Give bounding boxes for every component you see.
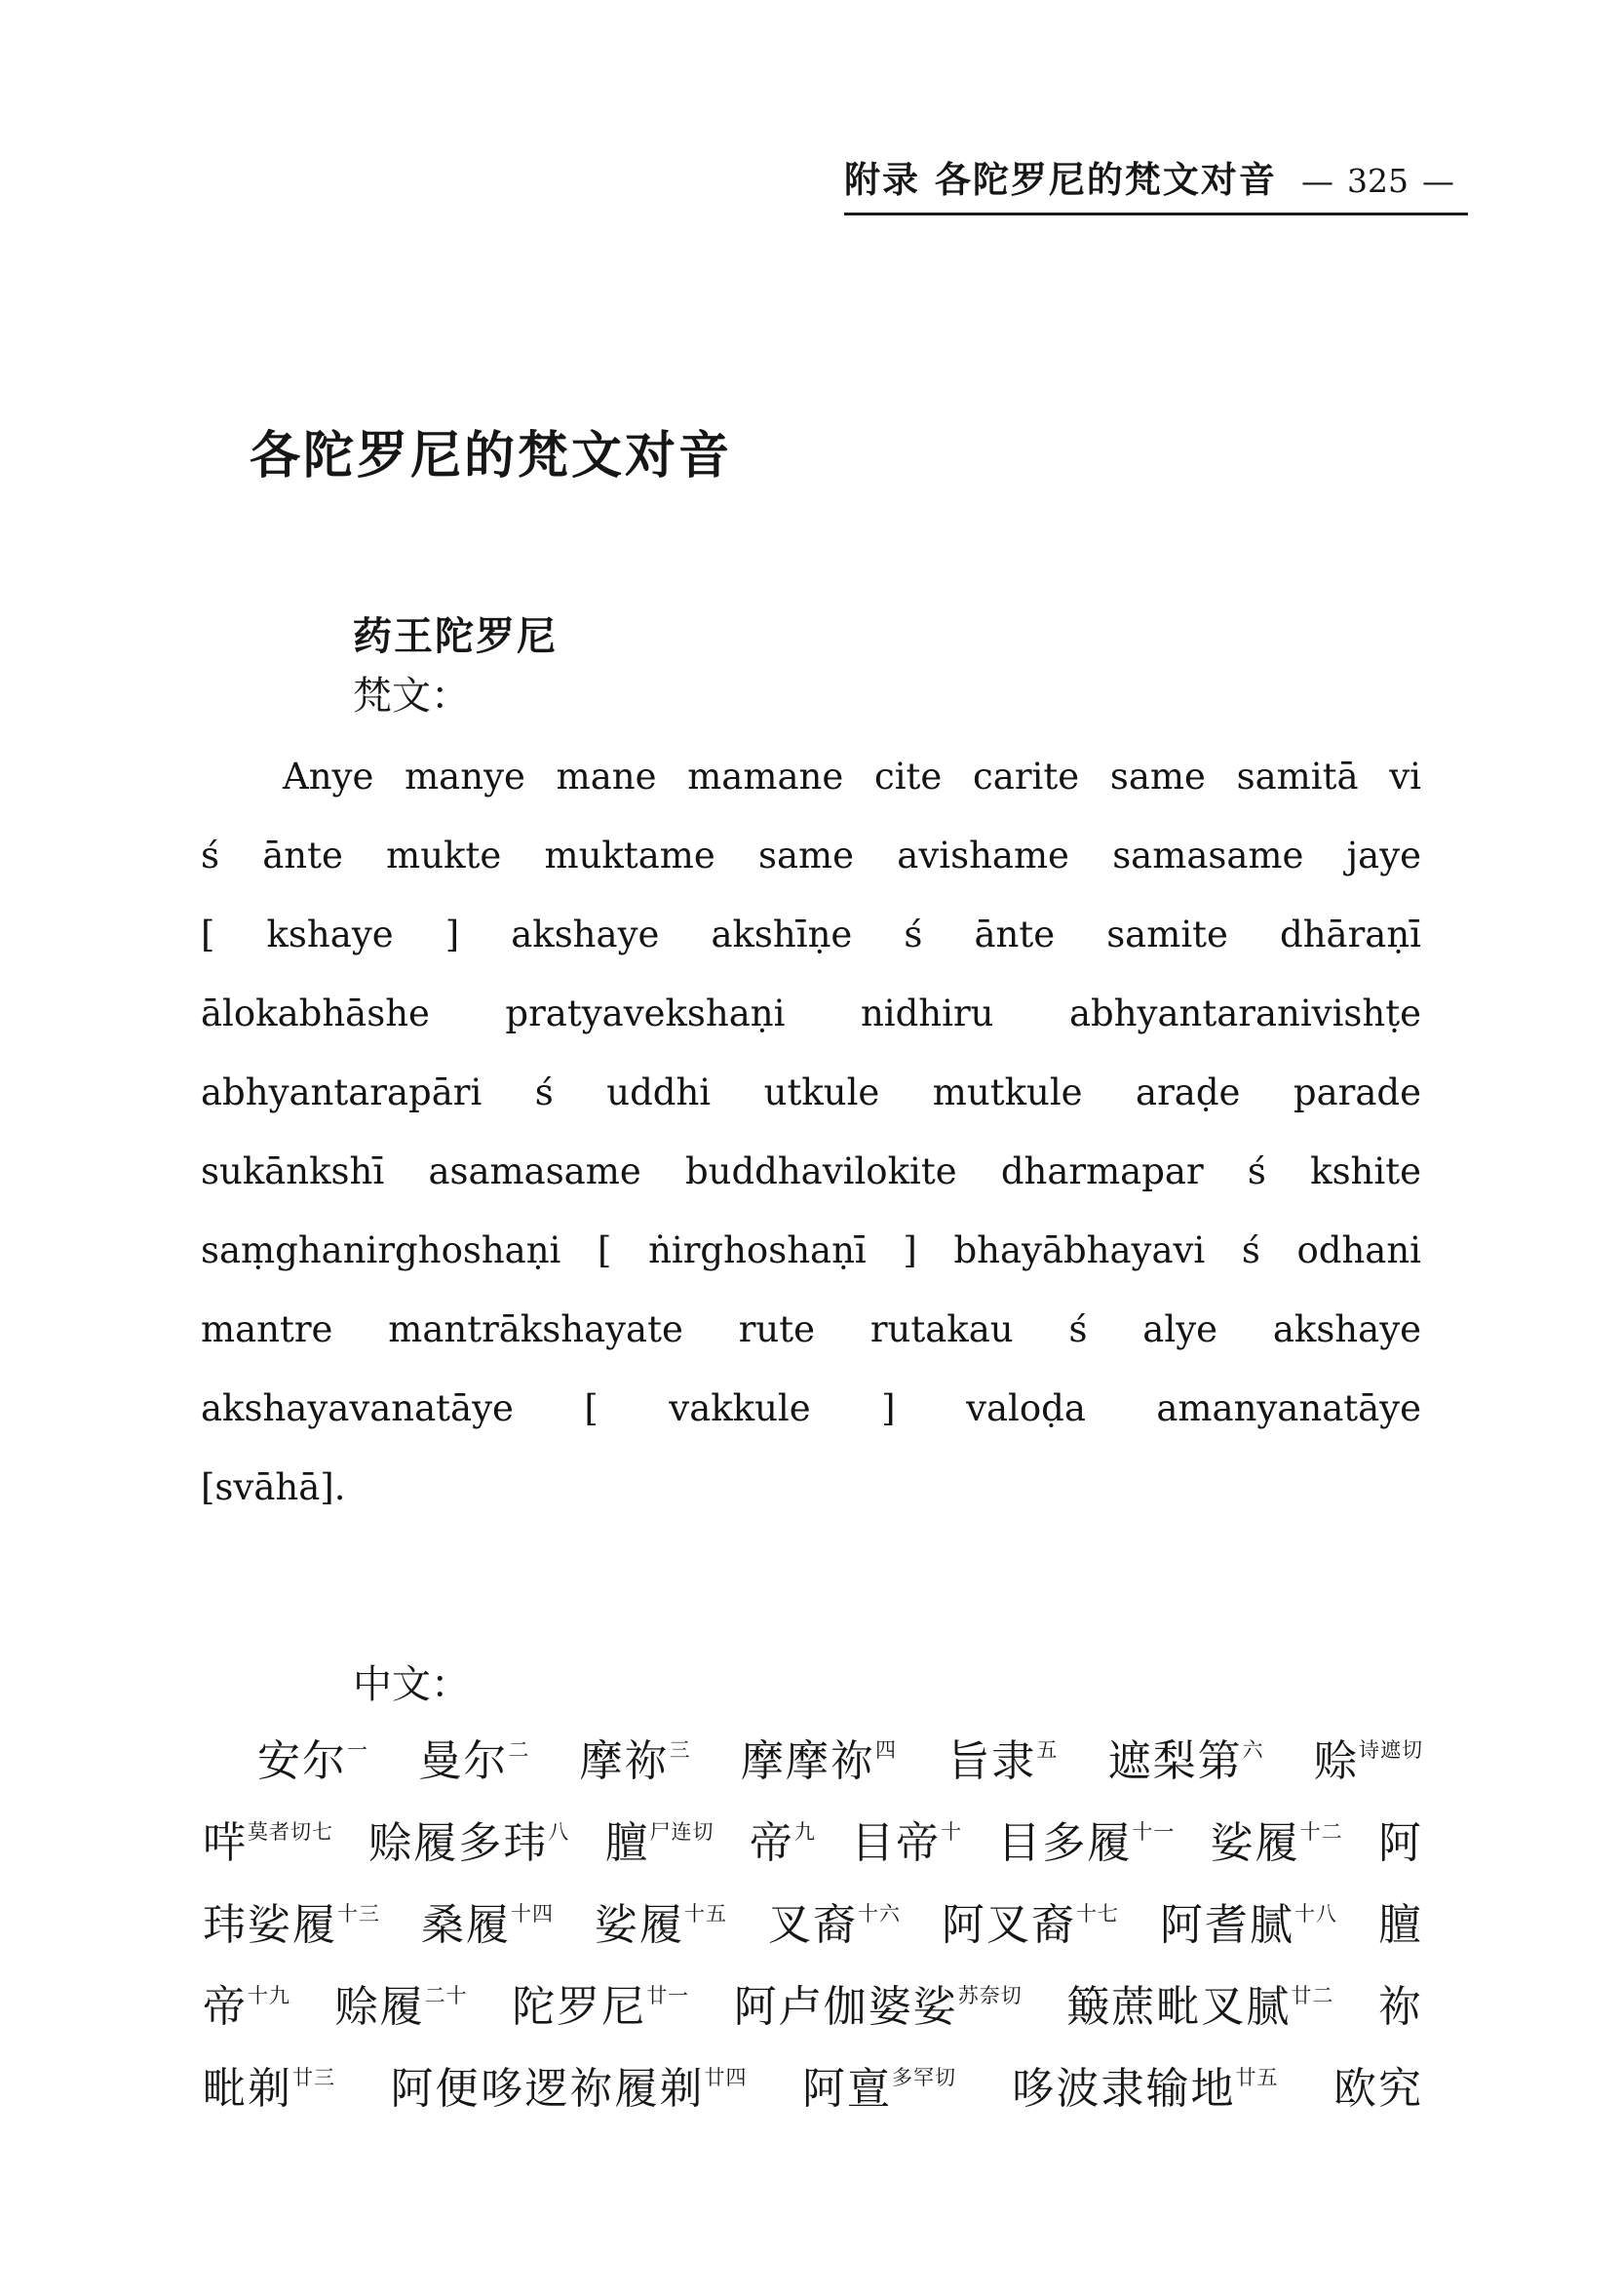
chinese-line bbox=[203, 1983, 1423, 2065]
annotation-note: 十九 bbox=[248, 1984, 290, 2007]
annotation-note: 十二 bbox=[1299, 1820, 1343, 1844]
chinese-segment-text: 膻 bbox=[604, 1819, 650, 1867]
chinese-segment bbox=[580, 1737, 691, 1787]
sanskrit-line: abhyantarapāri ś uddhi utkule mutkule araḍe parade bbox=[201, 1071, 1421, 1113]
chinese-segment bbox=[512, 1983, 689, 2033]
chinese-segment bbox=[391, 2065, 748, 2115]
chinese-segment bbox=[1160, 1901, 1337, 1951]
chinese-segment-text: 娑履 bbox=[595, 1901, 684, 1949]
chinese-segment-text: 阿亶 bbox=[802, 2065, 892, 2113]
chinese-segment bbox=[802, 2065, 956, 2115]
sanskrit-line: ś ānte mukte muktame same avishame samasame jaye bbox=[201, 835, 1421, 876]
chinese-segment-text: 祢 bbox=[1377, 1983, 1423, 2031]
chinese-segment-text: 旨隶 bbox=[946, 1737, 1037, 1785]
chinese-segment-text: 阿便哆逻祢履剃 bbox=[390, 2065, 705, 2113]
section-heading: 药王陀罗尼 bbox=[353, 614, 558, 659]
chinese-segment bbox=[257, 1737, 368, 1787]
chinese-segment bbox=[942, 1901, 1119, 1951]
chinese-segment bbox=[1378, 1901, 1423, 1951]
chinese-segment-text: 叉裔 bbox=[768, 1901, 858, 1949]
chinese-paragraph bbox=[203, 1737, 1423, 2147]
chinese-segment bbox=[851, 1819, 962, 1869]
annotation-note: 十 bbox=[941, 1820, 963, 1844]
annotation-note: 二十 bbox=[424, 1984, 468, 2007]
annotation-note: 五 bbox=[1036, 1738, 1059, 1762]
annotation-note: 十三 bbox=[337, 1902, 380, 1926]
chinese-segment bbox=[1333, 2065, 1423, 2115]
annotation-note: 十一 bbox=[1132, 1820, 1176, 1844]
annotation-note: 廿二 bbox=[1291, 1984, 1334, 2007]
page-number: 325 bbox=[1347, 162, 1409, 200]
chinese-segment bbox=[203, 1983, 290, 2033]
chinese-segment bbox=[421, 1901, 554, 1951]
chinese-segment bbox=[368, 1819, 569, 1869]
chinese-segment-text: 玮娑履 bbox=[203, 1901, 337, 1949]
annotation-note: 十七 bbox=[1076, 1902, 1119, 1926]
chinese-segment-text: 赊履多玮 bbox=[368, 1819, 549, 1867]
sanskrit-paragraph bbox=[201, 737, 1421, 1527]
chinese-segment-text: 桑履 bbox=[421, 1901, 511, 1949]
chinese-segment bbox=[741, 1737, 897, 1787]
chinese-segment-text: 赊履 bbox=[334, 1983, 425, 2031]
chinese-segment bbox=[1378, 1983, 1423, 2033]
annotation-note: 廿一 bbox=[646, 1984, 690, 2007]
chinese-label: 中文： bbox=[353, 1662, 470, 1706]
annotation-note: 尸连切 bbox=[649, 1820, 714, 1844]
chinese-segment-text: 赊 bbox=[1313, 1737, 1359, 1785]
chinese-segment-text: 目帝 bbox=[851, 1819, 942, 1867]
chinese-segment bbox=[203, 2065, 335, 2115]
sanskrit-line: sukānkshī asamasame buddhavilokite dharmapar ś kshite bbox=[201, 1150, 1421, 1192]
chinese-segment-text: 簸蔗毗叉腻 bbox=[1066, 1983, 1292, 2031]
chinese-segment-text: 哆波隶输地 bbox=[1011, 2065, 1236, 2113]
annotation-note: 一 bbox=[347, 1738, 368, 1762]
running-header-title: 附录 各陀罗尼的梵文对音 bbox=[844, 158, 1277, 201]
annotation-note: 苏奈切 bbox=[957, 1984, 1023, 2007]
chinese-segment bbox=[595, 1901, 727, 1951]
chinese-segment-text: 曼尔 bbox=[418, 1737, 509, 1785]
chinese-segment-text: 欧究 bbox=[1333, 2065, 1423, 2113]
chinese-line bbox=[203, 1901, 1423, 1983]
chinese-segment-text: 安尔 bbox=[257, 1737, 347, 1785]
page-number-block bbox=[1288, 162, 1468, 200]
chinese-segment-text: 毗剃 bbox=[203, 2065, 292, 2113]
annotation-note: 八 bbox=[548, 1820, 570, 1844]
chinese-segment-text: 陀罗尼 bbox=[512, 1983, 647, 2031]
page-number-dash-left: — bbox=[1301, 162, 1333, 200]
chinese-segment bbox=[203, 1819, 333, 1869]
sanskrit-line: mantre mantrākshayate rute rutakau ś alye akshaye bbox=[201, 1308, 1421, 1350]
sanskrit-line: [ kshaye ] akshaye akshīṇe ś ānte samite dhāraṇī bbox=[201, 914, 1421, 955]
sanskrit-line: [svāhā]. bbox=[201, 1466, 346, 1508]
page-title: 各陀罗尼的梵文对音 bbox=[250, 428, 733, 485]
chinese-segment bbox=[997, 1819, 1175, 1869]
chinese-segment bbox=[1378, 1819, 1423, 1869]
chinese-segment bbox=[734, 1983, 1023, 2033]
chinese-segment bbox=[768, 1901, 901, 1951]
annotation-note: 三 bbox=[669, 1738, 691, 1762]
chinese-segment bbox=[946, 1737, 1058, 1787]
annotation-note: 多罕切 bbox=[892, 2066, 956, 2089]
sanskrit-line: Anye manye mane mamane cite carite same samitā vi bbox=[283, 756, 1421, 798]
annotation-note: 十八 bbox=[1294, 1902, 1337, 1926]
chinese-segment bbox=[1211, 1819, 1343, 1869]
chinese-segment-text: 摩摩祢 bbox=[740, 1737, 875, 1785]
chinese-segment-text: 遮梨第 bbox=[1107, 1737, 1243, 1785]
chinese-segment-text: 目多履 bbox=[997, 1819, 1133, 1867]
chinese-segment-text: 摩祢 bbox=[579, 1737, 670, 1785]
page-number-dash-right: — bbox=[1422, 162, 1454, 200]
annotation-note: 廿三 bbox=[292, 2066, 335, 2089]
annotation-note: 六 bbox=[1242, 1738, 1264, 1762]
page-header bbox=[844, 150, 1468, 215]
annotation-note: 二 bbox=[508, 1738, 530, 1762]
sanskrit-line: saṃghanirghoshaṇi [ ṅirghoshaṇī ] bhayābhayavi ś odhani bbox=[201, 1229, 1421, 1271]
chinese-segment bbox=[418, 1737, 529, 1787]
annotation-note: 廿四 bbox=[704, 2066, 748, 2089]
chinese-line bbox=[203, 2065, 1423, 2147]
chinese-line bbox=[203, 1819, 1423, 1901]
annotation-note: 莫者切七 bbox=[248, 1820, 333, 1844]
chinese-segment bbox=[1314, 1737, 1423, 1787]
chinese-segment-text: 阿卢伽婆娑 bbox=[733, 1983, 958, 2031]
annotation-note: 廿五 bbox=[1235, 2066, 1279, 2089]
chinese-segment-text: 膻 bbox=[1378, 1901, 1423, 1949]
sanskrit-label: 梵文： bbox=[353, 674, 470, 718]
chinese-segment bbox=[1012, 2065, 1279, 2115]
chinese-segment-text: 阿耆腻 bbox=[1160, 1901, 1294, 1949]
annotation-note: 诗遮切 bbox=[1358, 1738, 1423, 1762]
annotation-note: 十四 bbox=[511, 1902, 554, 1926]
chinese-line bbox=[203, 1737, 1423, 1819]
annotation-note: 十五 bbox=[684, 1902, 727, 1926]
chinese-segment-text: 阿 bbox=[1377, 1819, 1423, 1867]
annotation-note: 四 bbox=[874, 1738, 897, 1762]
chinese-segment bbox=[1108, 1737, 1264, 1787]
annotation-note: 九 bbox=[793, 1820, 816, 1844]
chinese-segment bbox=[335, 1983, 468, 2033]
sanskrit-line: akshayavanatāye [ vakkule ] valoḍa amanyanatāye bbox=[201, 1387, 1421, 1429]
chinese-segment-text: 娑履 bbox=[1210, 1819, 1300, 1867]
chinese-segment bbox=[605, 1819, 714, 1869]
sanskrit-line: ālokabhāshe pratyavekshaṇi nidhiru abhyantaranivishṭe bbox=[201, 992, 1421, 1034]
chinese-segment-text: 帝 bbox=[203, 1983, 248, 2031]
chinese-segment-text: 阿叉裔 bbox=[942, 1901, 1076, 1949]
chinese-segment bbox=[750, 1819, 816, 1869]
chinese-segment bbox=[1066, 1983, 1333, 2033]
chinese-segment bbox=[203, 1901, 380, 1951]
chinese-segment-text: 哶 bbox=[203, 1819, 248, 1867]
annotation-note: 十六 bbox=[858, 1902, 901, 1926]
chinese-segment-text: 帝 bbox=[749, 1819, 794, 1867]
